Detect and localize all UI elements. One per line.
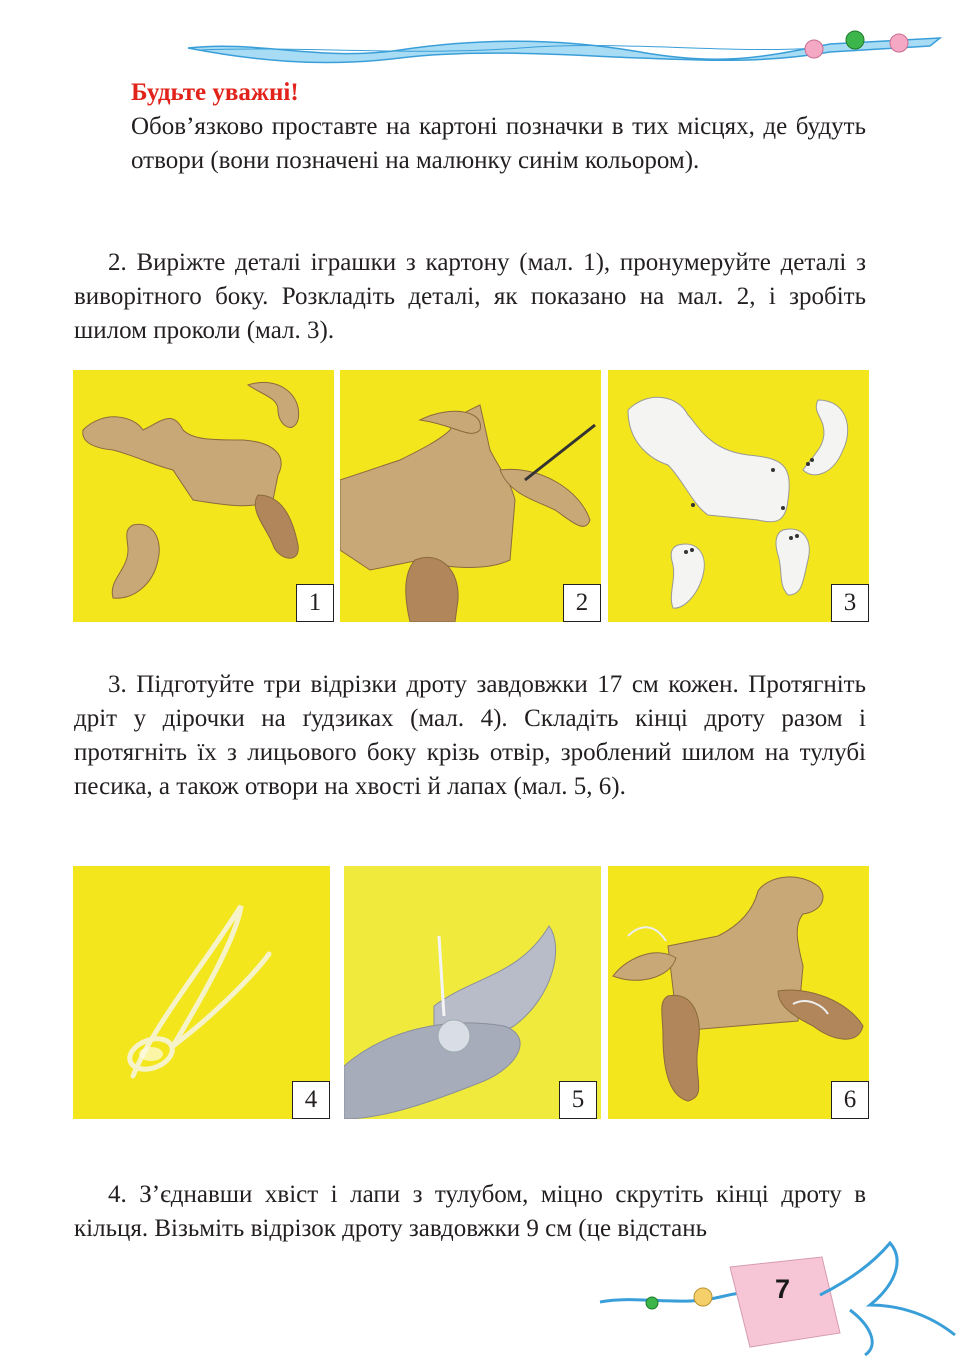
figure-4-label: 4 xyxy=(292,1081,330,1119)
warning-title: Будьте уважні! xyxy=(131,79,299,106)
figure-3-label: 3 xyxy=(831,584,869,622)
figure-4-photo xyxy=(73,866,330,1119)
figure-3-photo xyxy=(608,370,869,622)
figure-2-photo xyxy=(340,370,601,622)
bottom-ribbon-decoration xyxy=(560,1235,963,1360)
figure-6-label: 6 xyxy=(831,1081,869,1119)
top-ribbon-decoration xyxy=(0,0,963,80)
warning-body: Обов’язково проставте на картоні позначки в тих місцях, де будуть отвори (вони позначені на малюнку синім кольором). xyxy=(131,113,866,174)
step-2-paragraph: 2. Виріжте деталі іграшки з картону (мал. 1), пронумеруйте деталі з виворітного боку. Розкладіть деталі, як показано на мал. 2, і зробіть шилом проколи (мал. 3). xyxy=(74,249,866,344)
step-4-paragraph: 4. З’єднавши хвіст і лапи з тулубом, міцно скрутіть кінці дроту в кільця. Візьміть відрізок дроту завдовжки 9 см (це відстань xyxy=(74,1181,866,1242)
figure-6-photo xyxy=(608,866,869,1119)
figure-5-label: 5 xyxy=(559,1081,597,1119)
step-3-paragraph: 3. Підготуйте три відрізки дроту завдовжки 17 см кожен. Протягніть дріт у дірочки на ґудзиках (мал. 4). Складіть кінці дроту разом і протягніть їх з лицьового боку крізь отвір, зроблений шилом на тулубі песика, а також отвори на хвості й лапах (мал. 5, 6). xyxy=(74,671,866,800)
figure-5-photo xyxy=(344,866,601,1119)
page-number: 7 xyxy=(775,1274,791,1304)
figure-1-label: 1 xyxy=(296,584,334,622)
figure-2-label: 2 xyxy=(563,584,601,622)
figure-1-photo xyxy=(73,370,334,622)
